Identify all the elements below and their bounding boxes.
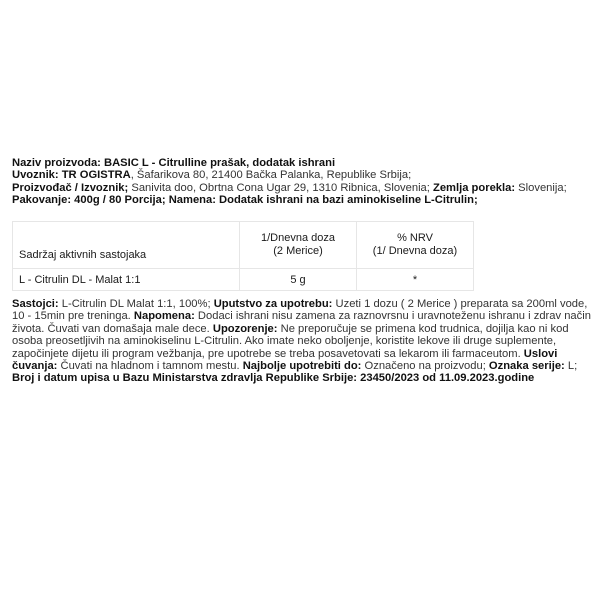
note-label: Napomena: <box>133 310 195 323</box>
note-value: Dodaci ishrani nisu zamena za raznovrsnu i uravnoteženu ishranu i zdrav način života. Čuvati van domašaja male dece. <box>12 310 591 335</box>
ingredients-label: Sastojci: <box>12 298 59 310</box>
table-row <box>13 269 474 291</box>
header-daily-dose-line1: 1/Dnevna doza <box>261 232 335 244</box>
header-nrv-line1: % NRV <box>397 232 433 244</box>
table-header-row <box>13 222 474 269</box>
usage-value: Uzeti 1 dozu ( 2 Merice ) preparata sa 200ml vode, 10 - 15min pre treninga. <box>12 298 588 323</box>
storage-value: Čuvati na hladnom i tamnom mestu. <box>57 360 243 373</box>
usage-label: Uputstvo za upotrebu: <box>213 298 333 310</box>
registration-info: Broj i datum upisa u Bazu Ministarstva zdravlja Republike Srbije: 23450/2023 od 11.09.2023.godine <box>12 372 535 385</box>
best-before-value: Označeno na proizvodu; <box>361 360 489 373</box>
product-name: Naziv proizvoda: BASIC L - Citrulline prašak, dodatak ishrani <box>12 157 336 169</box>
importer-label: Uvoznik: TR OGISTRA <box>12 169 131 182</box>
product-info-top <box>12 157 592 207</box>
ingredient-cell: L - Citrulin DL - Malat 1:1 <box>13 269 240 291</box>
active-ingredients-table <box>12 221 474 291</box>
best-before-label: Najbolje upotrebiti do: <box>242 360 362 373</box>
packaging-purpose: Pakovanje: 400g / 80 Porcija; Namena: Dodatak ishrani na bazi aminokiseline L-Citrulin; <box>12 194 478 207</box>
product-info-bottom <box>12 298 592 385</box>
header-daily-dose <box>240 222 357 269</box>
warning-label: Upozorenje: <box>212 322 278 335</box>
header-nrv-line2: (1/ Dnevna doza) <box>372 245 458 257</box>
importer-value: , Šafarikova 80, 21400 Bačka Palanka, Republike Srbija; <box>130 169 412 182</box>
batch-value: L; <box>564 360 578 373</box>
warning-value: Ne preporučuje se primena kod trudnica, dojilja kao ni kod osoba preosetljivih na aminokiselinu L-Citrulin. Ako imate neko oboljenje, koristite lekove ili druge suplemente, započinjete dijetu ili program vežbanja, pre upotrebe se treba posavetovati sa lekarom ili farmaceutom. <box>12 322 569 360</box>
manufacturer-label: Proizvođač / Izvoznik; <box>12 181 129 194</box>
batch-label: Oznaka serije: <box>488 360 565 373</box>
dose-cell: 5 g <box>240 269 357 291</box>
storage-label: Uslovi čuvanja: <box>12 347 558 373</box>
manufacturer-value: Sanivita doo, Obrtna Cona Ugar 29, 1310 Ribnica, Slovenia; <box>128 181 433 194</box>
header-ingredients: Sadržaj aktivnih sastojaka <box>13 222 240 269</box>
ingredients-value: L-Citrulin DL Malat 1:1, 100%; <box>58 298 214 310</box>
origin-value: Slovenija; <box>515 181 567 194</box>
nrv-cell: * <box>357 269 474 291</box>
origin-label: Zemlja porekla: <box>433 181 516 194</box>
header-nrv <box>357 222 474 269</box>
header-daily-dose-line2: (2 Merice) <box>273 245 323 257</box>
